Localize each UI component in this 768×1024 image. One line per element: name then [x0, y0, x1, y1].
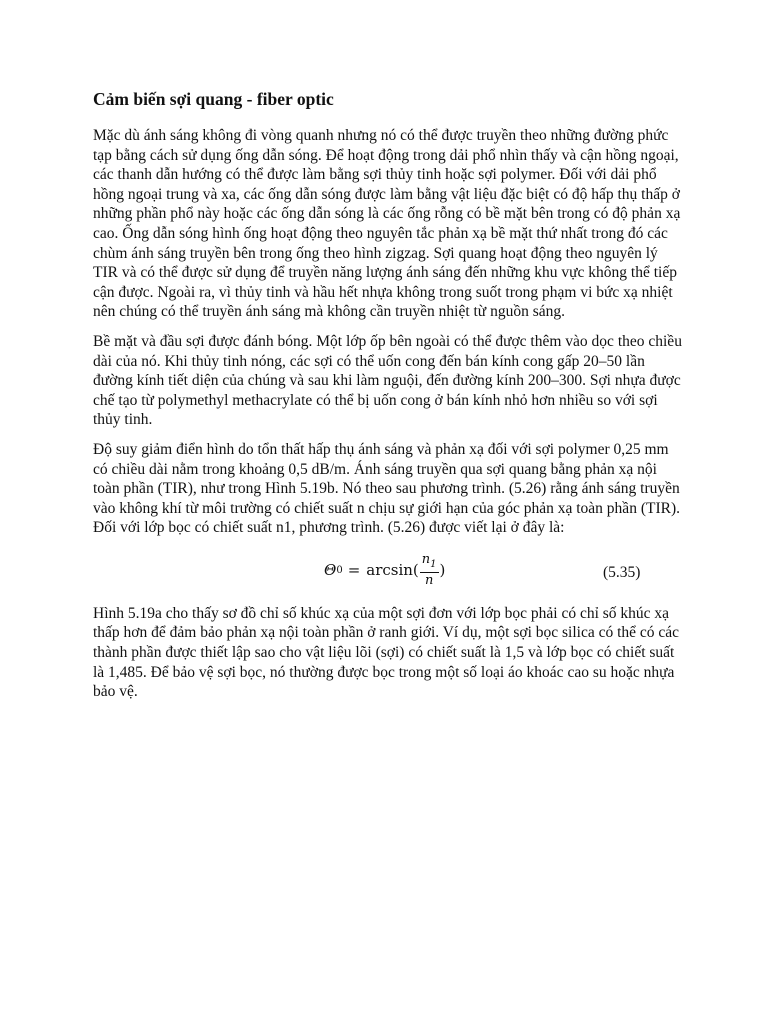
equation-equals: =: [347, 561, 361, 580]
numerator-subscript: 1: [430, 558, 437, 570]
equation-expression: [324, 552, 445, 589]
equation-theta: Θ: [324, 561, 337, 580]
equation-numerator: [420, 552, 439, 573]
equation-close-paren: ): [439, 561, 446, 580]
equation-fraction: [420, 552, 439, 589]
equation-function: arcsin(: [366, 561, 419, 580]
equation-theta-subscript: 0: [336, 564, 343, 576]
paragraph-4: Hình 5.19a cho thấy sơ đồ chỉ số khúc xạ của một sợi đơn với lớp bọc phải có chỉ số khúc xạ thấp hơn để đảm bảo phản xạ nội toàn phần ở ranh giới. Ví dụ, một sợi bọc silica có thể có các thành phần được thiết lập sao cho vật liệu lõi (sợi) có chiết suất là 1,5 và lớp bọc có chiết suất là 1,485. Để bảo vệ sợi bọc, nó thường được bọc trong một số loại áo khoác cao su hoặc nhựa bảo vệ.: [93, 604, 680, 701]
numerator-symbol: n: [421, 551, 431, 567]
equation-5-35: [93, 548, 683, 594]
equation-denominator: n: [424, 572, 434, 588]
paragraph-2: Bề mặt và đầu sợi được đánh bóng. Một lớp ốp bên ngoài có thể được thêm vào dọc theo chiều dài của nó. Khi thủy tinh nóng, các sợi có thể uốn cong đến bán kính cong gấp 20–50 lần đường kính tiết diện của chúng và sau khi làm nguội, đến đường kính 200–300. Sợi nhựa được chế tạo từ polymethyl methacrylate có thể bị uốn cong ở bán kính nhỏ hơn nhiều so với sợi thủy tinh.: [93, 332, 682, 429]
document-title: Cảm biến sợi quang - fiber optic: [93, 89, 334, 109]
document-body: [93, 88, 683, 712]
paragraph-3: Độ suy giảm điển hình do tổn thất hấp thụ ánh sáng và phản xạ đối với sợi polymer 0,25 mm có chiều dài nằm trong khoảng 0,5 dB/m. Ánh sáng truyền qua sợi quang bằng phản xạ nội toàn phần (TIR), như trong Hình 5.19b. Nó theo sau phương trình. (5.26) rằng ánh sáng truyền vào không khí từ môi trường có chiết suất n chịu sự giới hạn của góc phản xạ toàn phần (TIR). Đối với lớp bọc có chiết suất n1, phương trình. (5.26) được viết lại ở đây là:: [93, 440, 680, 537]
paragraph-1: Mặc dù ánh sáng không đi vòng quanh nhưng nó có thể được truyền theo những đường phức tạp bằng cách sử dụng ống dẫn sóng. Để hoạt động trong dải phổ nhìn thấy và cận hồng ngoại, các thanh dẫn hướng có thể được làm bằng sợi thủy tinh hoặc sợi polymer. Đối với dải phổ hồng ngoại trung và xa, các ống dẫn sóng được làm bằng vật liệu đặc biệt có độ hấp thụ thấp ở những phần phổ này hoặc các ống dẫn sóng là các ống rỗng có bề mặt bên trong có độ phản xạ cao. Ống dẫn sóng hình ống hoạt động theo nguyên tắc phản xạ bề mặt thứ nhất trong đó các chùm ánh sáng truyền bên trong ống theo hình zigzag. Sợi quang hoạt động theo nguyên lý TIR và có thể được sử dụng để truyền năng lượng ánh sáng đến những khu vực không thể tiếp cận được. Ngoài ra, vì thủy tinh và hầu hết nhựa không trong suốt trong phạm vi bức xạ nhiệt nên chúng có thể truyền ánh sáng mà không cần truyền nhiệt từ nguồn sáng.: [93, 127, 681, 321]
equation-number: (5.35): [603, 563, 641, 581]
